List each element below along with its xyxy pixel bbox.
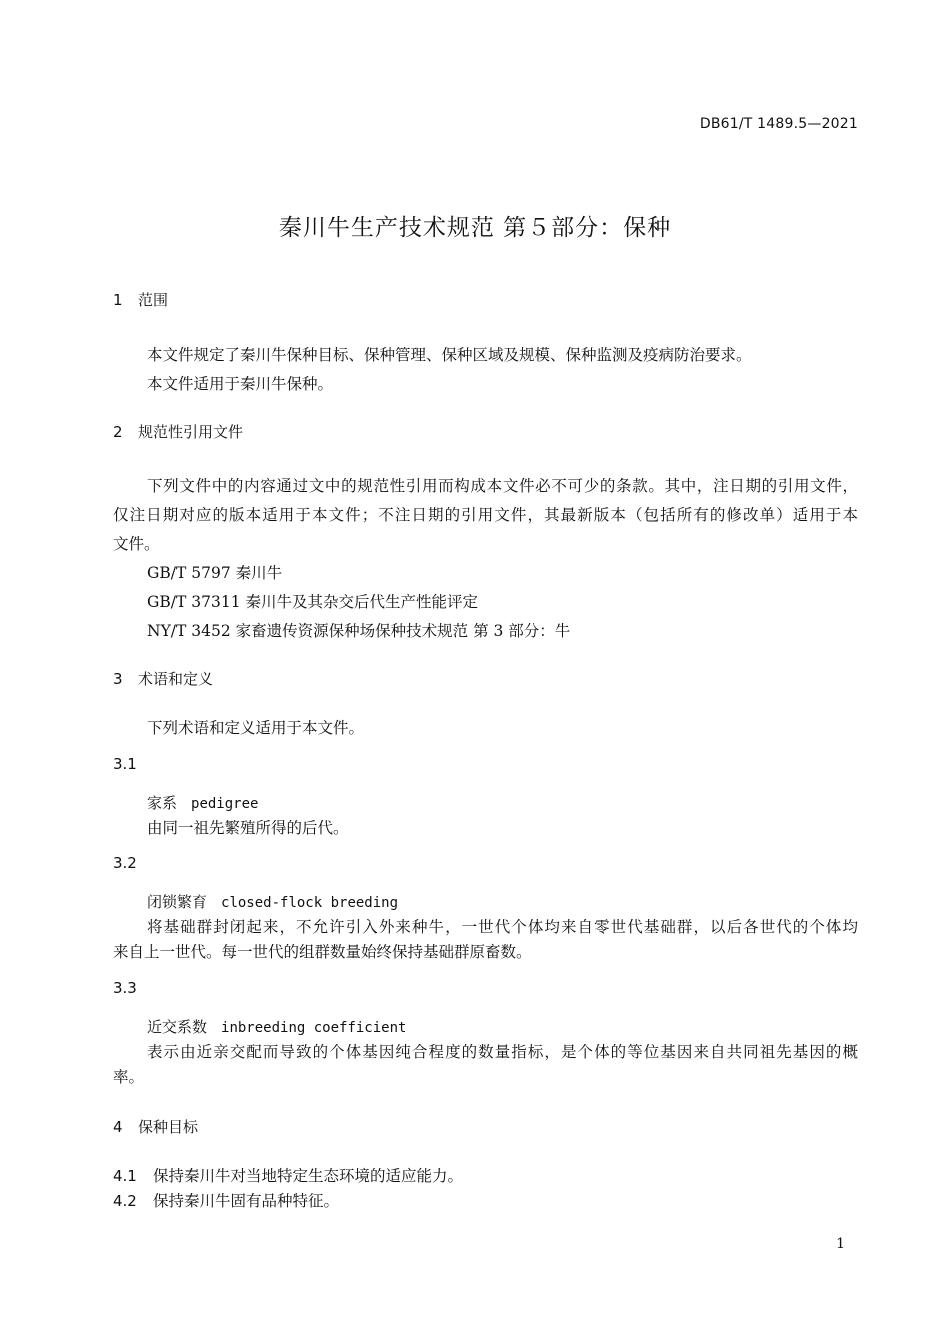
section-number: 4 [113,1118,123,1136]
paragraph-line: 文件。 [113,535,160,553]
section-4-heading [113,1116,198,1137]
section-1-heading [113,289,168,310]
term-zh: 闭锁繁育 [147,893,208,911]
section-title: 保种目标 [138,1118,199,1136]
reference-item: GB/T 5797 秦川牛 [147,564,283,582]
paragraph-line: 下列文件中的内容通过文中的规范性引用而构成本文件必不可少的条款。其中，注日期的引用文件， [147,477,858,495]
reference-item: NY/T 3452 家畜遗传资源保种场保种技术规范 第 3 部分：牛 [147,622,571,640]
reference-item: GB/T 37311 秦川牛及其杂交后代生产性能评定 [147,593,478,611]
term-zh: 近交系数 [147,1018,208,1036]
section-3-heading [113,668,213,689]
section-number: 3 [113,670,123,688]
term-en: inbreeding coefficient [221,1020,407,1036]
clause-number: 4.1 [113,1167,137,1185]
section-number: 2 [113,423,123,441]
term-definition-line: 来自上一世代。每一世代的组群数量始终保持基础群原畜数。 [113,943,532,961]
term-zh: 家系 [147,794,178,812]
paragraph: 本文件适用于秦川牛保种。 [147,375,334,393]
paragraph: 本文件规定了秦川牛保种目标、保种管理、保种区域及规模、保种监测及疫病防治要求。 [147,346,752,364]
term-en: closed-flock breeding [221,895,399,911]
term-definition: 由同一祖先繁殖所得的后代。 [147,819,349,837]
term-definition-line: 表示由近亲交配而导致的个体基因纯合程度的数量指标，是个体的等位基因来自共同祖先基因的概 [147,1043,858,1061]
clause-item [113,1189,339,1211]
section-number: 1 [113,291,123,309]
section-2-heading [113,421,243,442]
term-entry [147,1016,406,1037]
page-number: 1 [836,1236,845,1252]
term-entry [147,891,398,912]
term-en: pedigree [191,796,259,812]
section-title: 规范性引用文件 [138,423,244,441]
term-entry [147,792,258,813]
section-title: 范围 [138,291,169,309]
clause-number: 4.2 [113,1192,137,1210]
paragraph: 下列术语和定义适用于本文件。 [147,719,365,737]
clause-number: 3.3 [113,979,137,997]
paragraph-line: 仅注日期对应的版本适用于本文件；不注日期的引用文件，其最新版本（包括所有的修改单）适用于本 [113,506,858,524]
section-title: 术语和定义 [138,670,214,688]
document-code: DB61/T 1489.5—2021 [699,116,858,132]
term-definition-line: 将基础群封闭起来，不允许引入外来种牛，一世代个体均来自零世代基础群，以后各世代的个体均 [147,918,858,936]
clause-item [113,1164,463,1186]
clause-number: 3.1 [113,755,137,773]
term-definition-line: 率。 [113,1068,145,1086]
clause-text: 保持秦川牛对当地特定生态环境的适应能力。 [153,1167,464,1185]
document-title: 秦川牛生产技术规范 第５部分：保种 [278,215,672,241]
clause-number: 3.2 [113,854,137,872]
clause-text: 保持秦川牛固有品种特征。 [153,1192,340,1210]
